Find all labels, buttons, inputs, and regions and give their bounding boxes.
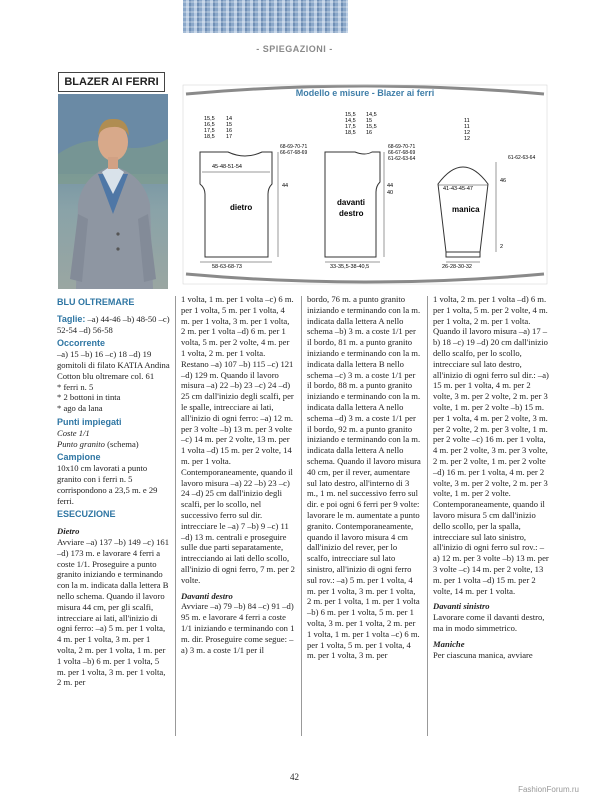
sleeve-cuff: 2 xyxy=(500,244,504,250)
stitch-item-suffix: (schema) xyxy=(104,438,139,449)
front-label-2: destro xyxy=(339,209,364,218)
back-top-right-2: 66-67-68-69 xyxy=(280,150,308,156)
right-front-instructions: Avviare –a) 79 –b) 84 –c) 91 –d) 95 m. e lavorare 4 ferri a coste 1/1 iniziando e terminando con 1 m. dir. Proseguire come segue: –a) 3 m. a coste 1/1 per il xyxy=(181,601,295,655)
sleeve-height: 46 xyxy=(500,178,507,184)
pattern-title: BLAZER AI FERRI xyxy=(58,72,165,92)
front-size-right-3: 15,5 xyxy=(366,124,377,130)
back-size-right-2: 15 xyxy=(226,122,233,128)
material-item: * ago da lana xyxy=(57,403,103,414)
back-size-left-2: 16,5 xyxy=(204,122,215,128)
column-divider xyxy=(427,296,428,736)
stitches-heading: Punti impiegati xyxy=(57,416,122,427)
back-size-right-4: 17 xyxy=(226,134,233,140)
back-size-left-4: 18,5 xyxy=(204,134,215,140)
sleeve-size-1: 11 xyxy=(464,118,470,124)
front-label-1: davanti xyxy=(337,198,366,207)
material-item: * ferri n. 5 xyxy=(57,381,94,392)
sleeve-width: 41-43-45-47 xyxy=(443,186,473,192)
front-top-right-2: 66-67-68-69 xyxy=(388,150,416,156)
watermark: FashionForum.ru xyxy=(518,785,579,794)
right-front-instructions-end: 1 volta, 2 m. per 1 volta –d) 6 m. per 1 volta, 5 m. per 2 volte, 4 m. per 1 volta, 2 m. per 1 volta. Quando il lavoro misura –a) 17 –b) 18 –c) 19 –d) 20 cm dall'inizio dello scalfo, per lo scollo, intrecciare sul lato destro, all'inizio di ogni ferro sul dir.: –a) 15 m. per 1 volta, 4 m. per 2 volte, 3 m. per 2 volte, 2 m. per 3 volte, 1 m. per 2 volte –b) 15 m. per 1 volta, 4 m. per 2 volte, 3 m. per 2 volte, 2 m. per 3 volte, 1 m. per 2 volte –c) 16 m. per 1 volta, 4 m. per 2 volte, 3 m. per 3 volte, 2 m. per 2 volte, 1 m. per 2 volte –d) 16 m. per 1 volta, 4 m. per 2 volte, 3 m. per 2 volte, 2 m. per 3 volte, 1 m. per 2 volte. Contemporaneamente, quando il lavoro misura 5 cm dall'inizio dello scollo, per la spalla, intrecciare sul lato sinistro, all'inizio di ogni ferro sul rov.: –a) 12 m. per 3 volte –b) 13 m. per 3 volte –c) 14 m. per 2 volte, 13 m. per 1 volta –d) 15 m. per 2 volte, 14 m. per 1 volta. xyxy=(433,294,549,596)
sleeves-instructions: Per ciascuna manica, avviare xyxy=(433,649,533,660)
text-column-1 xyxy=(57,294,170,688)
right-front-instructions-cont: bordo, 76 m. a punto granito iniziando e terminando con la m. indicata dalla lettera A nello schema –b) 3 m. a coste 1/1 per il bordo, 81 m. a punto granito iniziando e terminando con la m. indicata dalla lettera B nello schema –c) 3 m. a coste 1/1 per il bordo, 88 m. a punto granito iniziando e terminando con la m. indicata dalla lettera A nello schema –d) 3 m. a coste 1/1 per il bordo, 92 m. a punto granito iniziando e terminando con la m. indicata dalla lettera A nello schema. Quando il lavoro misura 40 cm, per il rever, aumentare sul lato destro, all'interno di 3 m., 1 m. nel successivo ferro sul dir. e poi ogni 6 ferri per 9 volte: lavorare le m. aumentate a punto granito. Contemporaneamente, quando il lavoro misura 4 cm dall'inizio del rever, per lo scalfo, intrecciare sul lato sinistro, all'inizio di ogni ferro sul rov.: –a) 5 m. per 1 volta, 4 m. per 1 volta, 3 m. per 1 volta, 2 m. per 1 volta, 1 m. per 1 volta –b) 6 m. per 1 volta, 5 m. per 1 volta, 3 m. per 1 volta, 2 m. per 1 volta, 1 m. per 1 volta –c) 6 m. per 1 volta, 5 m. per 1 volta, 4 m. per 1 volta, 3 m. per xyxy=(307,294,421,661)
model-photo xyxy=(58,94,168,289)
materials-heading: Occorrente xyxy=(57,338,106,349)
sleeve-bottom-width: 26-28-30-32 xyxy=(442,264,472,270)
front-size-left-4: 18,5 xyxy=(345,130,356,136)
front-size-right-4: 16 xyxy=(366,130,373,136)
front-size-right-2: 15 xyxy=(366,118,373,124)
left-front-instructions: Lavorare come il davanti destro, ma in modo simmetrico. xyxy=(433,612,545,633)
front-height-1: 44 xyxy=(387,183,394,189)
back-instructions-cont: 1 volta, 1 m. per 1 volta –c) 6 m. per 1 volta, 5 m. per 1 volta, 4 m. per 1 volta, 3 m. per 1 volta, 2 m. per 1 volta –d) 6 m. per 1 volta, 5 m. per 2 volte, 4 m. per 1 volta, 2 m. per 1 volta. Restano –a) 107 –b) 115 –c) 121 –d) 129 m. Quando il lavoro misura –a) 22 –b) 23 –c) 24 –d) 25 cm dall'inizio degli scalfi, per le spalle, intrecciare ai lati, all'inizio di ogni ferro: –a) 12 m. per 3 volte –b) 13 m. per 3 volte –c) 14 m. per 2 volte, 13 m. per 1 volta –d) 15 m. per 2 volte, 14 m. per 1 volta. Contemporaneamente, quando il lavoro misura –a) 22 –b) 23 –c) 24 –d) 25 cm dall'inizio degli scalfi, per lo scollo, nel successivo ferro sul dir. intrecciare le –a) 7 –b) 9 –c) 11 –d) 13 m. centrali e proseguire sulle due parti separatamente, intrecciando ai lati dello scollo, all'inizio di ogni ferro, 7 m. per 2 volte. xyxy=(181,294,295,585)
front-size-left-2: 14,5 xyxy=(345,118,356,124)
page-number: 42 xyxy=(290,772,299,782)
front-height-2: 40 xyxy=(387,190,394,196)
section-header: - SPIEGAZIONI - xyxy=(256,44,333,54)
sleeve-size-3: 12 xyxy=(464,130,471,136)
stitch-item: Coste 1/1 xyxy=(57,427,90,438)
back-size-left-1: 15,5 xyxy=(204,116,215,122)
back-size-right-1: 14 xyxy=(226,116,233,122)
back-top-right-1: 68-69-70-71 xyxy=(280,144,308,150)
execution-heading: ESECUZIONE xyxy=(57,509,116,520)
gauge-heading: Campione xyxy=(57,452,101,463)
sizes-text: –a) 44-46 –b) 48-50 –c) 52-54 –d) 56-58 xyxy=(57,313,170,335)
back-height: 44 xyxy=(282,183,289,189)
schematic-diagram xyxy=(180,82,550,287)
back-shoulder-width: 45-48-51-54 xyxy=(212,164,242,170)
materials-text: –a) 15 –b) 16 –c) 18 –d) 19 gomitoli di filato KATIA Andina Cotton blu oltremare col. 61 xyxy=(57,349,170,381)
back-size-left-3: 17,5 xyxy=(204,128,215,134)
sleeve-size-4: 12 xyxy=(464,136,471,142)
sizes-label: Taglie: xyxy=(57,313,86,324)
sleeve-top-right: 61-62-63-64 xyxy=(508,155,536,161)
front-top-right-3: 61-62-63-64 xyxy=(388,156,416,162)
diagram-title: Modello e misure - Blazer ai ferri xyxy=(295,88,435,98)
back-size-right-3: 16 xyxy=(226,128,233,134)
color-heading: BLU OLTREMARE xyxy=(57,297,135,307)
stitch-item: Punto granito xyxy=(57,438,105,449)
back-instructions: Avviare –a) 137 –b) 149 –c) 161 –d) 173 m. e lavorare 4 ferri a coste 1/1. Proseguire a punto granito iniziando e terminando con la m. indicata dalla lettera B nello schema. Quando il lavoro misura 44 cm, per gli scalfi, intrecciare ai lati, all'inizio di ogni ferro: –a) 5 m. per 1 volta, 4 m. per 1 volta, 3 m. per 1 volta, 2 m. per 1 volta, 1 m. per 1 volta –b) 6 m. per 1 volta, 5 m. per 1 volta, 3 m. per 1 volta, 2 m. per xyxy=(57,536,170,688)
front-size-left-3: 17,5 xyxy=(345,124,356,130)
back-bottom-width: 58-63-68-73 xyxy=(212,264,242,270)
gauge-text: 10x10 cm lavorati a punto granito con i ferri n. 5 corrispondono a 23,5 m. e 29 ferri. xyxy=(57,463,158,506)
sleeve-label: manica xyxy=(452,205,480,214)
knit-texture-overlay xyxy=(183,0,348,33)
front-bottom-width: 33-35,5-38-40,5 xyxy=(330,264,370,270)
sleeve-size-2: 11 xyxy=(464,124,470,130)
front-size-left-1: 15,5 xyxy=(345,112,356,118)
model-photo-illustration xyxy=(58,94,168,289)
back-heading: Dietro xyxy=(57,526,80,537)
text-column-4 xyxy=(433,294,549,660)
column-divider xyxy=(301,296,302,736)
text-column-3 xyxy=(307,294,421,661)
material-item: * 2 bottoni in tinta xyxy=(57,392,121,403)
sleeves-heading: Maniche xyxy=(433,638,465,649)
column-divider xyxy=(175,296,176,736)
left-front-heading: Davanti sinistro xyxy=(433,601,490,612)
front-top-right-1: 68-69-70-71 xyxy=(388,144,416,150)
front-size-right-1: 14,5 xyxy=(366,112,377,118)
right-front-heading: Davanti destro xyxy=(181,590,233,601)
text-column-2 xyxy=(181,294,295,655)
back-label: dietro xyxy=(230,203,253,212)
